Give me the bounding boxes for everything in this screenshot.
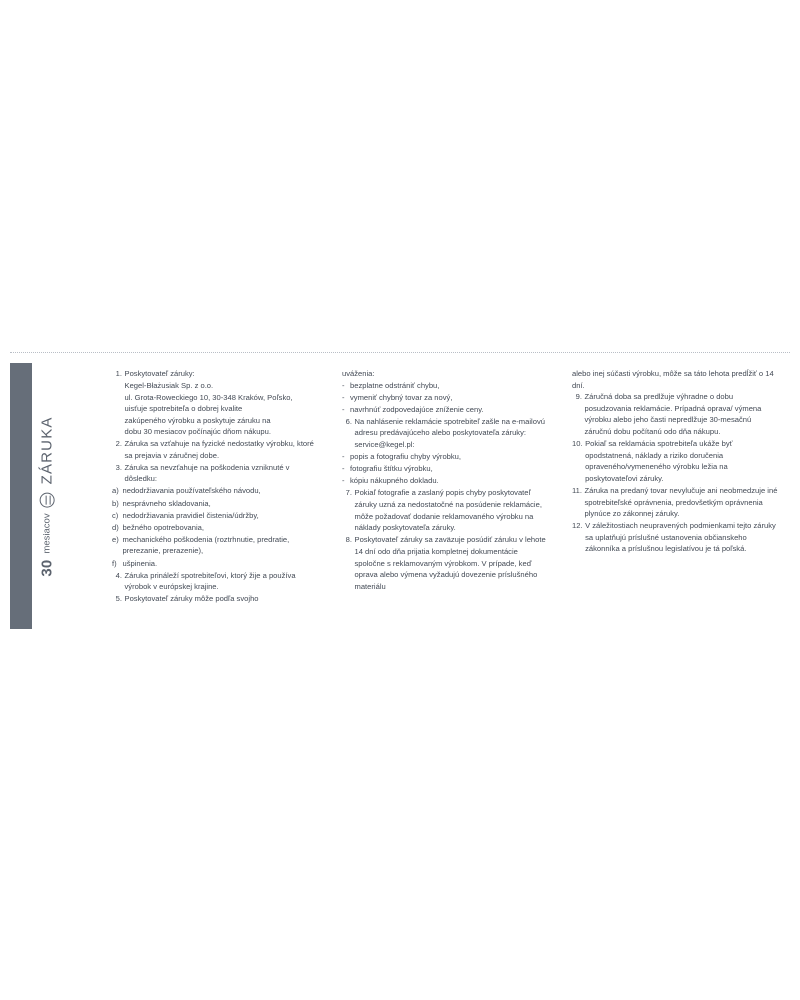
list-item xyxy=(112,368,320,380)
warranty-column-1 xyxy=(112,368,320,605)
list-item-marker: - xyxy=(342,404,345,414)
list-item-text: nedodržiavania pravidiel čistenia/údržby, xyxy=(122,510,259,520)
list-item-marker: e) xyxy=(112,534,119,544)
list-item-text: Poskytovateľ záruky: xyxy=(124,369,195,378)
warranty-columns xyxy=(112,368,780,605)
list-item xyxy=(112,534,320,557)
list-item-text: bežného opotrebovania, xyxy=(122,522,204,532)
list-item xyxy=(342,392,550,404)
list-item xyxy=(112,462,320,485)
dotted-divider xyxy=(10,352,790,354)
list-item-text: V záležitostiach neupravených podmienkami tejto záruky sa uplatňujú príslušné ustanovenia občianskeho zákonníka a príslušnou legislatívou je tá poľská. xyxy=(585,521,776,554)
list-item xyxy=(112,485,320,497)
list-item xyxy=(342,451,550,463)
list-item-text: Záruka na predaný tovar nevylučuje ani neobmedzuje iné spotrebiteľské oprávnenia, predovšetkým oprávnenia plynúce zo zákonnej záruky. xyxy=(584,485,778,519)
warranty-seal-icon xyxy=(40,492,55,507)
list-item-marker: 8. xyxy=(345,535,352,545)
list-item-text: Pokiaľ fotografie a zaslaný popis chyby poskytovateľ záruky uzná za nedostatočné na posúdenie reklamácie, môže požadovať dodanie reklamovaného výrobku na náklady poskytovateľa záruky. xyxy=(354,488,542,533)
list-item-text: Poskytovateľ záruky sa zaväzuje posúdiť záruku v lehote 14 dní odo dňa prijatia kompletnej dokumentácie spoločne s reklamovaným výrobkom. V prípade, keď oprava alebo výmena vyžadujú dovezenie príslušného materiálu xyxy=(354,535,546,591)
warranty-column-3 xyxy=(572,368,780,605)
paragraph-continuation: Kegel-Błażusiak Sp. z o.o. xyxy=(124,381,214,391)
list-item xyxy=(342,404,550,416)
list-item xyxy=(112,510,320,522)
list-item-marker: 3. xyxy=(115,462,122,472)
list-item-text: kópiu nákupného dokladu. xyxy=(350,476,439,486)
list-item xyxy=(112,498,320,510)
paragraph-continuation: zakúpeného výrobku a poskytuje záruku na xyxy=(124,415,271,425)
list-item-marker: f) xyxy=(112,558,117,568)
list-item-marker: 4. xyxy=(115,570,122,580)
list-item xyxy=(112,558,320,570)
side-tab-bar xyxy=(10,363,32,629)
list-item xyxy=(572,391,780,437)
list-item xyxy=(572,485,780,520)
list-item-text: mechanického poškodenia (roztrhnutie, predratie, prerezanie, prerazenie), xyxy=(122,534,290,556)
list-item xyxy=(342,416,550,451)
list-item-marker: 7. xyxy=(345,488,352,498)
list-item xyxy=(572,438,780,484)
list-item xyxy=(342,475,550,487)
list-item-marker: - xyxy=(342,452,345,462)
list-item xyxy=(572,520,780,555)
list-item-marker: - xyxy=(342,380,345,390)
warranty-duration-number: 30 xyxy=(38,559,56,577)
list-item-marker: 10. xyxy=(572,439,583,449)
paragraph-continuation: dobu 30 mesiacov počínajúc dňom nákupu. xyxy=(124,427,271,437)
list-item-text: bezplatne odstrániť chybu, xyxy=(350,380,440,390)
warranty-side-label xyxy=(34,363,60,629)
list-item-marker: 1. xyxy=(115,369,122,378)
paragraph-continuation: ul. Grota-Roweckiego 10, 30-348 Kraków, Poľsko, xyxy=(124,392,293,402)
warranty-title: ZÁRUKA xyxy=(38,415,56,484)
paragraph-text: alebo inej súčasti výrobku, môže sa táto lehota predĺžiť o 14 dní. xyxy=(572,369,774,390)
list-item xyxy=(112,438,320,461)
list-item-text: nesprávneho skladovania, xyxy=(122,498,211,508)
list-item-marker: - xyxy=(342,464,345,474)
list-item xyxy=(112,570,320,593)
list-item-text: Záruka sa vzťahuje na fyzické nedostatky výrobku, ktoré sa prejavia v záručnej dobe. xyxy=(124,439,314,460)
list-item-text: Pokiaľ sa reklamácia spotrebiteľa ukáže byť opodstatnená, náklady a riziko doručenia opraveného/vymeneného výrobku ležia na poskytovateľovi záruky. xyxy=(585,439,733,483)
list-item xyxy=(112,593,320,605)
list-item xyxy=(342,487,550,533)
list-item-text: Záručná doba sa predlžuje výhradne o dobu posudzovania reklamácie. Prípadná oprava/ výmena výrobku alebo jeho časti nepredlžuje 30-mesačnú záručnú dobu počítanú odo dňa nákupu. xyxy=(584,392,762,436)
list-item-marker: - xyxy=(342,476,345,486)
list-item-marker: 5. xyxy=(115,594,122,604)
list-item-text: Záruka prináleží spotrebiteľovi, ktorý žije a používa výrobok v európskej krajine. xyxy=(124,570,296,592)
list-item-text: vymeniť chybný tovar za nový, xyxy=(350,392,453,402)
list-item-text: Poskytovateľ záruky môže podľa svojho xyxy=(124,594,259,604)
list-item-marker: 11. xyxy=(572,485,582,495)
list-item-text: popis a fotografiu chyby výrobku, xyxy=(350,452,462,462)
list-item-text: Na nahlásenie reklamácie spotrebiteľ zašle na e-mailovú adresu predávajúceho alebo poskytovateľa záruky: service@kegel.pl: xyxy=(354,416,545,450)
list-item-text: ušpinenia. xyxy=(122,558,158,568)
paragraph-continuation: uisťuje spotrebiteľa o dobrej kvalite xyxy=(124,404,243,414)
list-item-text: Záruka sa nevzťahuje na poškodenia vzniknuté v dôsledku: xyxy=(124,462,290,484)
list-item xyxy=(112,522,320,534)
list-item-marker: a) xyxy=(112,486,119,496)
list-item-text: navrhnúť zodpovedajúce zníženie ceny. xyxy=(350,404,484,414)
list-item xyxy=(342,380,550,392)
list-item-marker: - xyxy=(342,392,345,402)
list-item-text: nedodržiavania používateľského návodu, xyxy=(122,486,261,496)
list-item-marker: 6. xyxy=(345,416,352,426)
list-item-marker: b) xyxy=(112,498,119,508)
list-item-marker: c) xyxy=(112,510,119,520)
warranty-duration-unit: mesiacov xyxy=(41,512,53,554)
list-item-text: fotografiu štítku výrobku, xyxy=(350,464,433,474)
list-item-marker: 12. xyxy=(572,521,583,531)
list-item xyxy=(342,463,550,475)
list-item-marker: d) xyxy=(112,522,119,532)
paragraph-text: uváženia: xyxy=(342,369,375,378)
warranty-column-2 xyxy=(342,368,550,605)
list-item-marker: 2. xyxy=(115,439,122,449)
list-item xyxy=(342,534,550,592)
list-item-marker: 9. xyxy=(575,392,582,402)
